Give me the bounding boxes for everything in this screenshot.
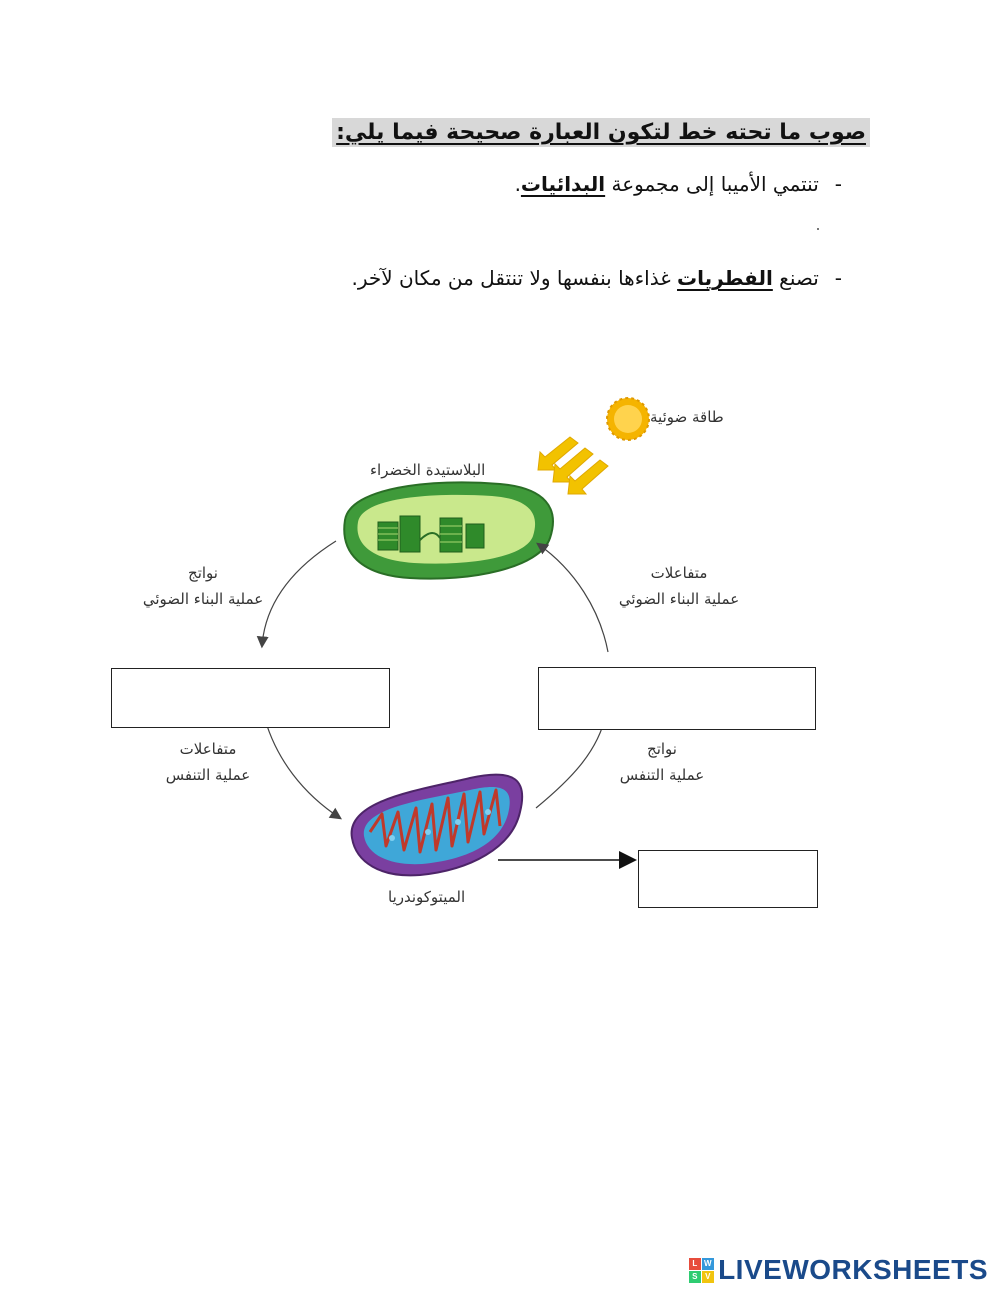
resp-products-label: نواتج عملية التنفس: [619, 740, 705, 784]
brand-text: LIVEWORKSHEETS: [718, 1254, 988, 1285]
statement-text-end: غذاءها بنفسها ولا تنتقل من مكان لآخر.: [351, 266, 678, 290]
statement-bullet: -: [834, 266, 842, 290]
photo-products-label: نواتج عملية البناء الضوئي: [142, 564, 264, 608]
chloroplast-icon: [344, 482, 553, 578]
liveworksheets-brand: [689, 1254, 988, 1286]
light-arrows-icon: [538, 437, 608, 494]
sun-icon: [607, 398, 649, 440]
resp-reactants-label: متفاعلات عملية التنفس: [165, 740, 251, 784]
statement-underlined-term: البدائيات: [520, 172, 606, 196]
liveworksheets-logo-icon: L W S V: [689, 1258, 714, 1283]
light-energy-label: طاقة ضوئية: [650, 408, 724, 426]
answer-box-photo-reactants[interactable]: [538, 667, 816, 730]
statement-text: تصنع: [772, 266, 819, 290]
mitochondria-label: الميتوكوندريا: [388, 888, 466, 906]
answer-box-photo-products[interactable]: [111, 668, 390, 728]
mitochondria-icon: [352, 775, 523, 876]
photo-reactants-label: متفاعلات عملية البناء الضوئي: [618, 564, 740, 608]
chloroplast-label: البلاستيدة الخضراء: [370, 461, 486, 479]
statement-bullet: -: [834, 172, 842, 196]
statement-text-end: .: [514, 172, 521, 196]
statement-text: تنتمي الأميبا إلى مجموعة: [605, 172, 819, 196]
statement-underlined-term: الفطريات: [677, 266, 773, 290]
answer-box-energy[interactable]: [638, 850, 818, 908]
worksheet-heading: صوب ما تحته خط لتكون العبارة صحيحة فيما يلي:: [332, 118, 870, 147]
